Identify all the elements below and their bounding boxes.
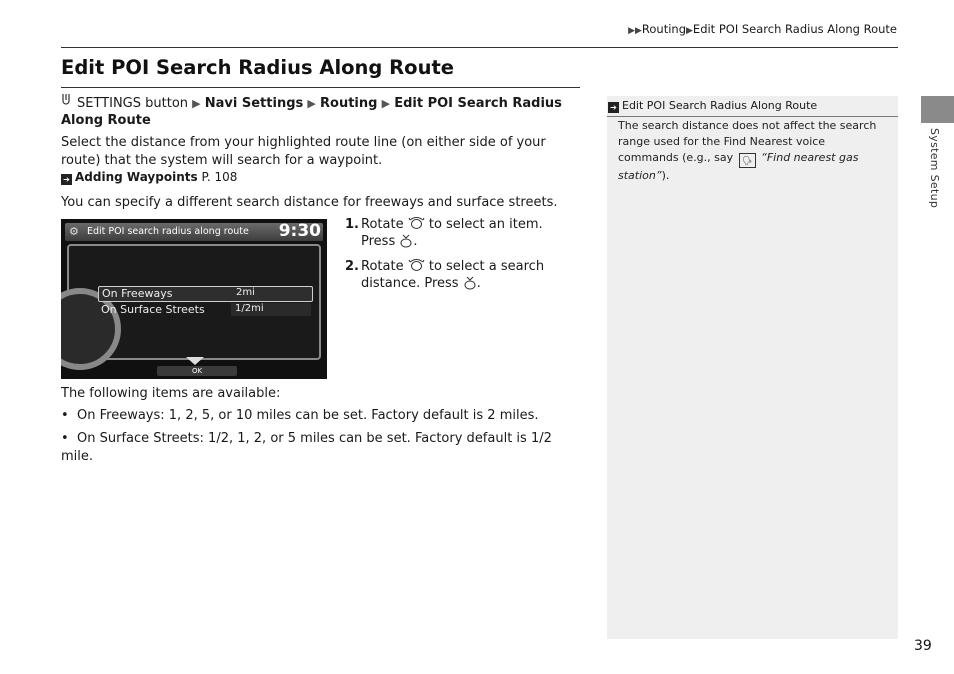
- step-text: to select a search distance. Press: [361, 259, 545, 291]
- item-term: On Freeways: [77, 408, 161, 423]
- intro-paragraph: Select the distance from your highlighted route line (on either side of your route) that the system will search for a waypoint.: [61, 135, 546, 168]
- side-note-title: Edit POI Search Radius Along Route: [622, 99, 818, 112]
- home-button-icon: [61, 93, 77, 112]
- path-start: SETTINGS button: [77, 96, 189, 111]
- bullet: •: [61, 408, 69, 423]
- screen-clock: 9:30: [278, 221, 321, 241]
- interface-dial-press-icon: [463, 276, 477, 290]
- item-desc: : 1/2, 1, 2, or 5 miles can be set. Factory default is 1/2 mile.: [61, 431, 552, 464]
- item-desc: : 1, 2, 5, or 10 miles can be set. Factory default is 2 miles.: [160, 408, 539, 423]
- cross-reference[interactable]: [61, 170, 237, 185]
- menu-path: [61, 93, 581, 129]
- step-item: [345, 258, 580, 292]
- step-item: [345, 216, 580, 250]
- screen-row-surface-streets: [98, 303, 311, 317]
- side-note-text-end: ).: [661, 169, 670, 182]
- step-number: 2.: [345, 259, 359, 274]
- ok-label: OK: [157, 366, 237, 376]
- breadcrumb-separator: ▶: [686, 26, 693, 36]
- step-text: .: [476, 276, 481, 291]
- title-rule: [61, 87, 580, 88]
- screen-header: [65, 223, 323, 241]
- page-title: Edit POI Search Radius Along Route: [61, 56, 454, 79]
- breadcrumb-section: Routing: [641, 22, 686, 36]
- row-value: 1/2mi: [235, 303, 264, 314]
- side-note-text: The search distance does not affect the search range used for the Find Nearest voice commands (e.g., say: [618, 119, 877, 164]
- interface-dial-press-icon: [399, 234, 413, 248]
- side-note-body: [618, 118, 884, 184]
- interface-dial-rotate-icon: [408, 258, 425, 272]
- xref-page: P. 108: [201, 170, 238, 184]
- step-text: Rotate: [361, 259, 404, 274]
- freeway-paragraph: You can specify a different search distance for freeways and surface streets.: [61, 195, 558, 210]
- items-intro: The following items are available:: [61, 386, 281, 401]
- row-name: On Freeways: [102, 287, 173, 300]
- list-item: [61, 407, 581, 425]
- navigation-screen-image: [61, 219, 327, 379]
- side-note-quote: “Find nearest gas station”: [618, 151, 859, 182]
- breadcrumb: [628, 22, 897, 36]
- page-number: 39: [914, 638, 932, 654]
- step-text: Rotate: [361, 217, 404, 232]
- screen-row-freeways: [98, 286, 313, 302]
- talk-button-icon: 🗣: [739, 153, 756, 168]
- path-arrow: ▶: [381, 97, 391, 110]
- path-step-navi-settings: Navi Settings: [204, 96, 304, 111]
- step-text: to select an item. Press: [361, 217, 543, 249]
- list-item: [61, 430, 581, 466]
- row-name: On Surface Streets: [101, 303, 205, 316]
- path-step-edit-poi: Edit POI Search Radius Along Route: [61, 96, 562, 128]
- breadcrumb-arrows: ▶▶: [628, 26, 642, 36]
- ok-arrow-icon: [186, 357, 204, 365]
- section-tab: [921, 96, 954, 123]
- side-note: [607, 96, 898, 639]
- breadcrumb-page: Edit POI Search Radius Along Route: [692, 22, 897, 36]
- path-step-routing: Routing: [320, 96, 378, 111]
- interface-dial-rotate-icon: [408, 216, 425, 230]
- row-value: 2mi: [236, 287, 255, 298]
- screen-title: Edit POI search radius along route: [87, 226, 249, 237]
- step-number: 1.: [345, 217, 359, 232]
- steps-list: [345, 216, 580, 300]
- side-note-heading: [607, 96, 898, 117]
- section-tab-label: System Setup: [928, 128, 941, 209]
- bullet: •: [61, 431, 69, 446]
- path-arrow: ▶: [192, 97, 201, 110]
- header-rule: [61, 47, 898, 48]
- xref-arrow-icon: ➔: [61, 174, 72, 185]
- step-text: .: [413, 234, 418, 249]
- note-icon: ➔: [608, 102, 619, 113]
- gear-icon: ⚙: [69, 225, 79, 238]
- path-arrow: ▶: [307, 97, 316, 110]
- xref-label[interactable]: Adding Waypoints: [75, 170, 198, 184]
- screen-panel: [67, 244, 321, 360]
- item-term: On Surface Streets: [77, 431, 200, 446]
